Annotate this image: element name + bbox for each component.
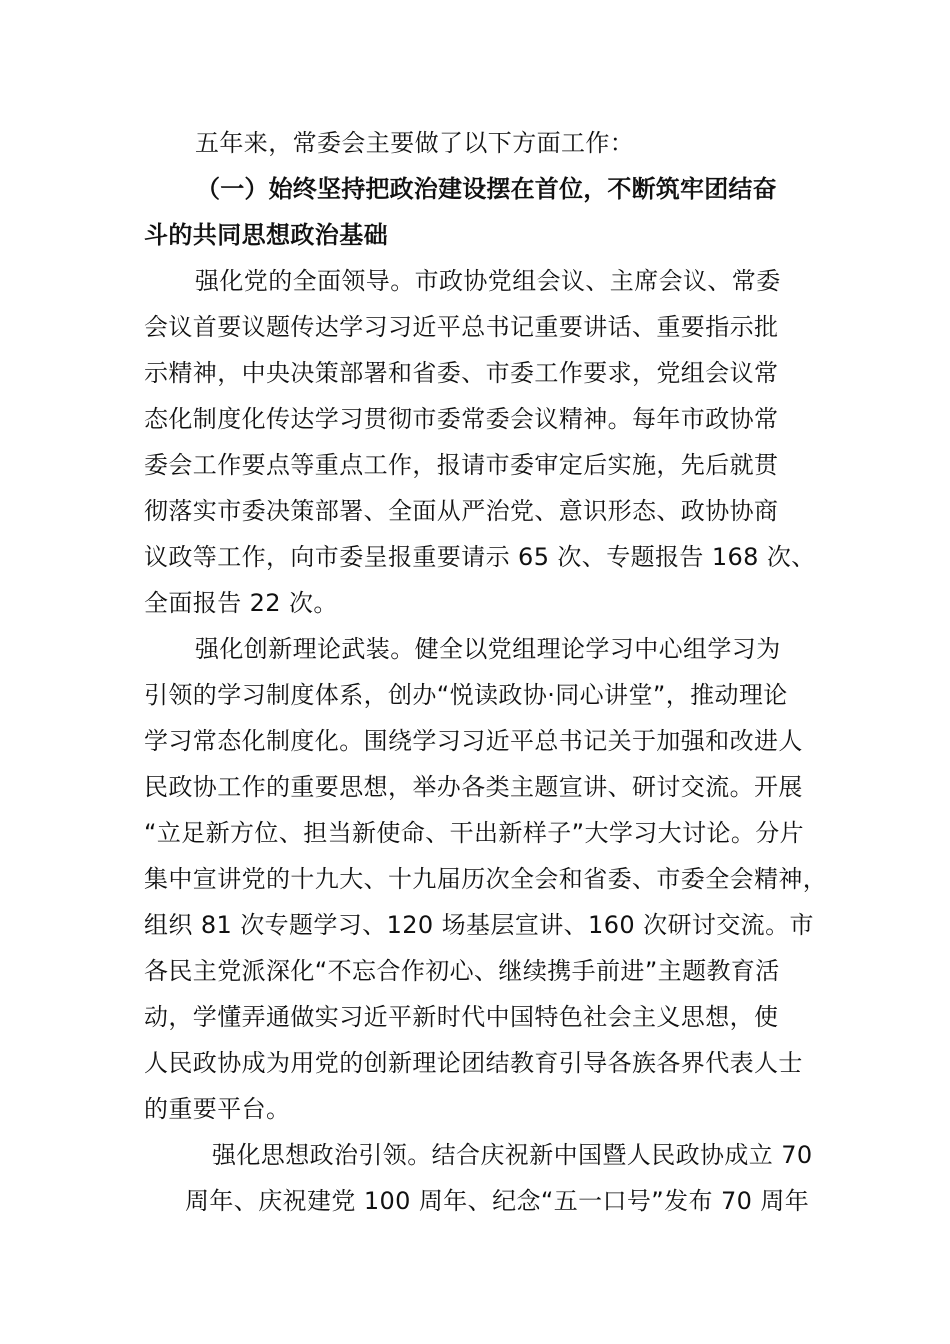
paragraph-3-line-1: 强化思想政治引领。结合庆祝新中国暨人民政协成立 70	[212, 1141, 813, 1169]
section-heading-line-2: 斗的共同思想政治基础	[144, 221, 388, 249]
paragraph-1-line-5: 委会工作要点等重点工作，报请市委审定后实施，先后就贯	[144, 451, 779, 479]
paragraph-1-line-6: 彻落实市委决策部署、全面从严治党、意识形态、政协协商	[144, 497, 779, 525]
paragraph-1-line-7: 议政等工作，向市委呈报重要请示 65 次、专题报告 168 次、	[144, 543, 816, 571]
paragraph-2-line-7: 组织 81 次专题学习、120 场基层宣讲、160 次研讨交流。市	[144, 911, 814, 939]
paragraph-2-line-9: 动，学懂弄通做实习近平新时代中国特色社会主义思想，使	[144, 1003, 779, 1031]
paragraph-1-line-2: 会议首要议题传达学习习近平总书记重要讲话、重要指示批	[144, 313, 779, 341]
paragraph-2-line-2: 引领的学习制度体系，创办“悦读政协·同心讲堂”，推动理论	[144, 681, 788, 709]
paragraph-2-line-5: “立足新方位、担当新使命、干出新样子”大学习大讨论。分片	[144, 819, 805, 847]
paragraph-1-line-4: 态化制度化传达学习贯彻市委常委会议精神。每年市政协常	[144, 405, 779, 433]
intro-line: 五年来，常委会主要做了以下方面工作：	[195, 129, 635, 157]
paragraph-1-line-3: 示精神，中央决策部署和省委、市委工作要求，党组会议常	[144, 359, 779, 387]
paragraph-1-line-8: 全面报告 22 次。	[144, 589, 338, 617]
section-heading-line-1: （一）始终坚持把政治建设摆在首位，不断筑牢团结奋	[196, 175, 777, 203]
paragraph-2-line-1: 强化创新理论武装。健全以党组理论学习中心组学习为	[195, 635, 781, 663]
paragraph-2-line-10: 人民政协成为用党的创新理论团结教育引导各族各界代表人士	[144, 1049, 803, 1077]
paragraph-1-line-1: 强化党的全面领导。市政协党组会议、主席会议、常委	[195, 267, 781, 295]
paragraph-2-line-4: 民政协工作的重要思想，举办各类主题宣讲、研讨交流。开展	[144, 773, 803, 801]
paragraph-2-line-3: 学习常态化制度化。围绕学习习近平总书记关于加强和改进人	[144, 727, 803, 755]
paragraph-2-line-6: 集中宣讲党的十九大、十九届历次全会和省委、市委全会精神，	[144, 865, 828, 893]
paragraph-2-line-8: 各民主党派深化“不忘合作初心、继续携手前进”主题教育活	[144, 957, 780, 985]
paragraph-2-line-11: 的重要平台。	[144, 1095, 291, 1123]
paragraph-3-line-2: 周年、庆祝建党 100 周年、纪念“五一口号”发布 70 周年	[185, 1187, 810, 1215]
